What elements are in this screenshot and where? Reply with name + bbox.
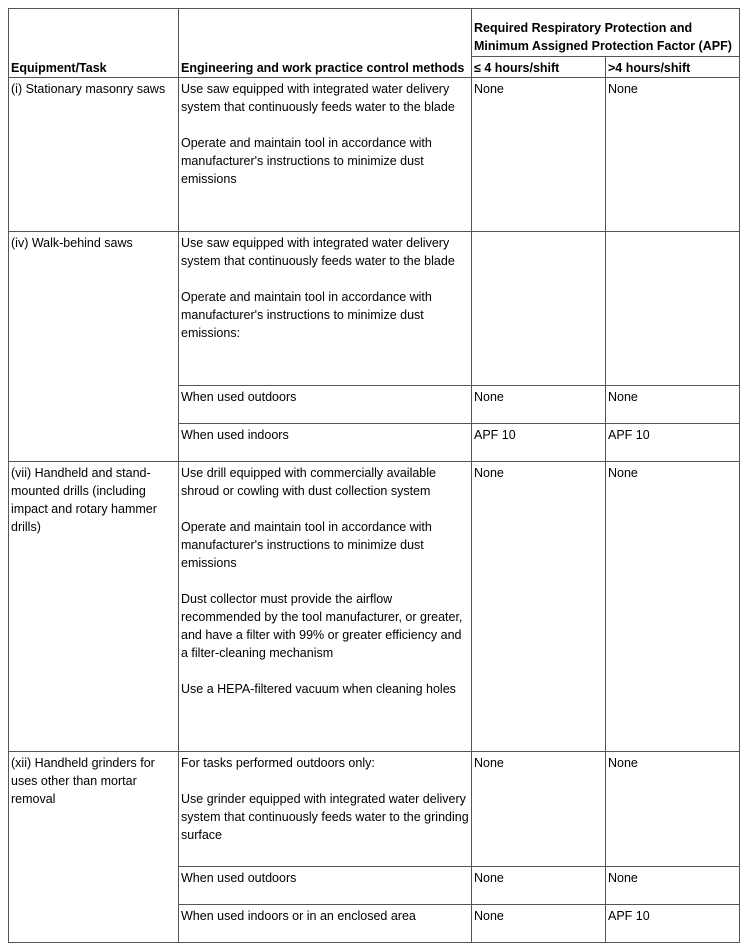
le4-cell: None — [472, 752, 606, 867]
control-text: Operate and maintain tool in accordance with manufacturer's instructions to minimize dust emissions — [181, 136, 432, 186]
controls-cell — [179, 78, 472, 232]
controls-cell — [179, 752, 472, 867]
table-row — [9, 462, 740, 752]
condition-cell: When used outdoors — [179, 867, 472, 905]
table-row — [9, 752, 740, 867]
control-text: Use saw equipped with integrated water delivery system that continuously feeds water to the blade — [181, 236, 455, 268]
condition-cell: When used indoors — [179, 424, 472, 462]
gt4-cell — [606, 232, 740, 386]
control-text: Dust collector must provide the airflow recommended by the tool manufacturer, or greater, and have a filter with 99% or greater efficiency and a filter-cleaning mechanism — [181, 592, 463, 660]
header-le4: ≤ 4 hours/shift — [472, 57, 606, 78]
gt4-cell: None — [606, 386, 740, 424]
header-gt4: >4 hours/shift — [606, 57, 740, 78]
condition-cell: When used indoors or in an enclosed area — [179, 905, 472, 943]
le4-cell — [472, 232, 606, 386]
condition-cell: When used outdoors — [179, 386, 472, 424]
control-text: Use saw equipped with integrated water delivery system that continuously feeds water to the blade — [181, 82, 455, 114]
task-cell: (i) Stationary masonry saws — [9, 78, 179, 232]
gt4-cell: None — [606, 462, 740, 752]
le4-cell: None — [472, 905, 606, 943]
control-text: Use a HEPA-filtered vacuum when cleaning holes — [181, 682, 456, 696]
silica-control-table — [8, 8, 740, 943]
control-text: For tasks performed outdoors only: — [181, 756, 375, 770]
controls-cell — [179, 232, 472, 386]
control-text: Use drill equipped with commercially available shroud or cowling with dust collection system — [181, 466, 436, 498]
le4-cell: APF 10 — [472, 424, 606, 462]
control-text: Operate and maintain tool in accordance with manufacturer's instructions to minimize dust emissions — [181, 520, 432, 570]
table-row — [9, 232, 740, 386]
header-respiratory-protection: Required Respiratory Protection and Minimum Assigned Protection Factor (APF) — [472, 9, 740, 57]
gt4-cell: APF 10 — [606, 424, 740, 462]
control-text: Operate and maintain tool in accordance with manufacturer's instructions to minimize dust emissions: — [181, 290, 432, 340]
le4-cell: None — [472, 867, 606, 905]
gt4-cell: APF 10 — [606, 905, 740, 943]
control-text: Use grinder equipped with integrated water delivery system that continuously feeds water to the grinding surface — [181, 792, 469, 842]
le4-cell: None — [472, 78, 606, 232]
task-cell: (iv) Walk-behind saws — [9, 232, 179, 462]
le4-cell: None — [472, 462, 606, 752]
header-controls: Engineering and work practice control methods — [179, 9, 472, 78]
le4-cell: None — [472, 386, 606, 424]
gt4-cell: None — [606, 78, 740, 232]
task-cell: (xii) Handheld grinders for uses other than mortar removal — [9, 752, 179, 943]
gt4-cell: None — [606, 752, 740, 867]
gt4-cell: None — [606, 867, 740, 905]
table-row — [9, 78, 740, 232]
task-cell: (vii) Handheld and stand-mounted drills (including impact and rotary hammer drills) — [9, 462, 179, 752]
controls-cell — [179, 462, 472, 752]
header-equipment: Equipment/Task — [9, 9, 179, 78]
